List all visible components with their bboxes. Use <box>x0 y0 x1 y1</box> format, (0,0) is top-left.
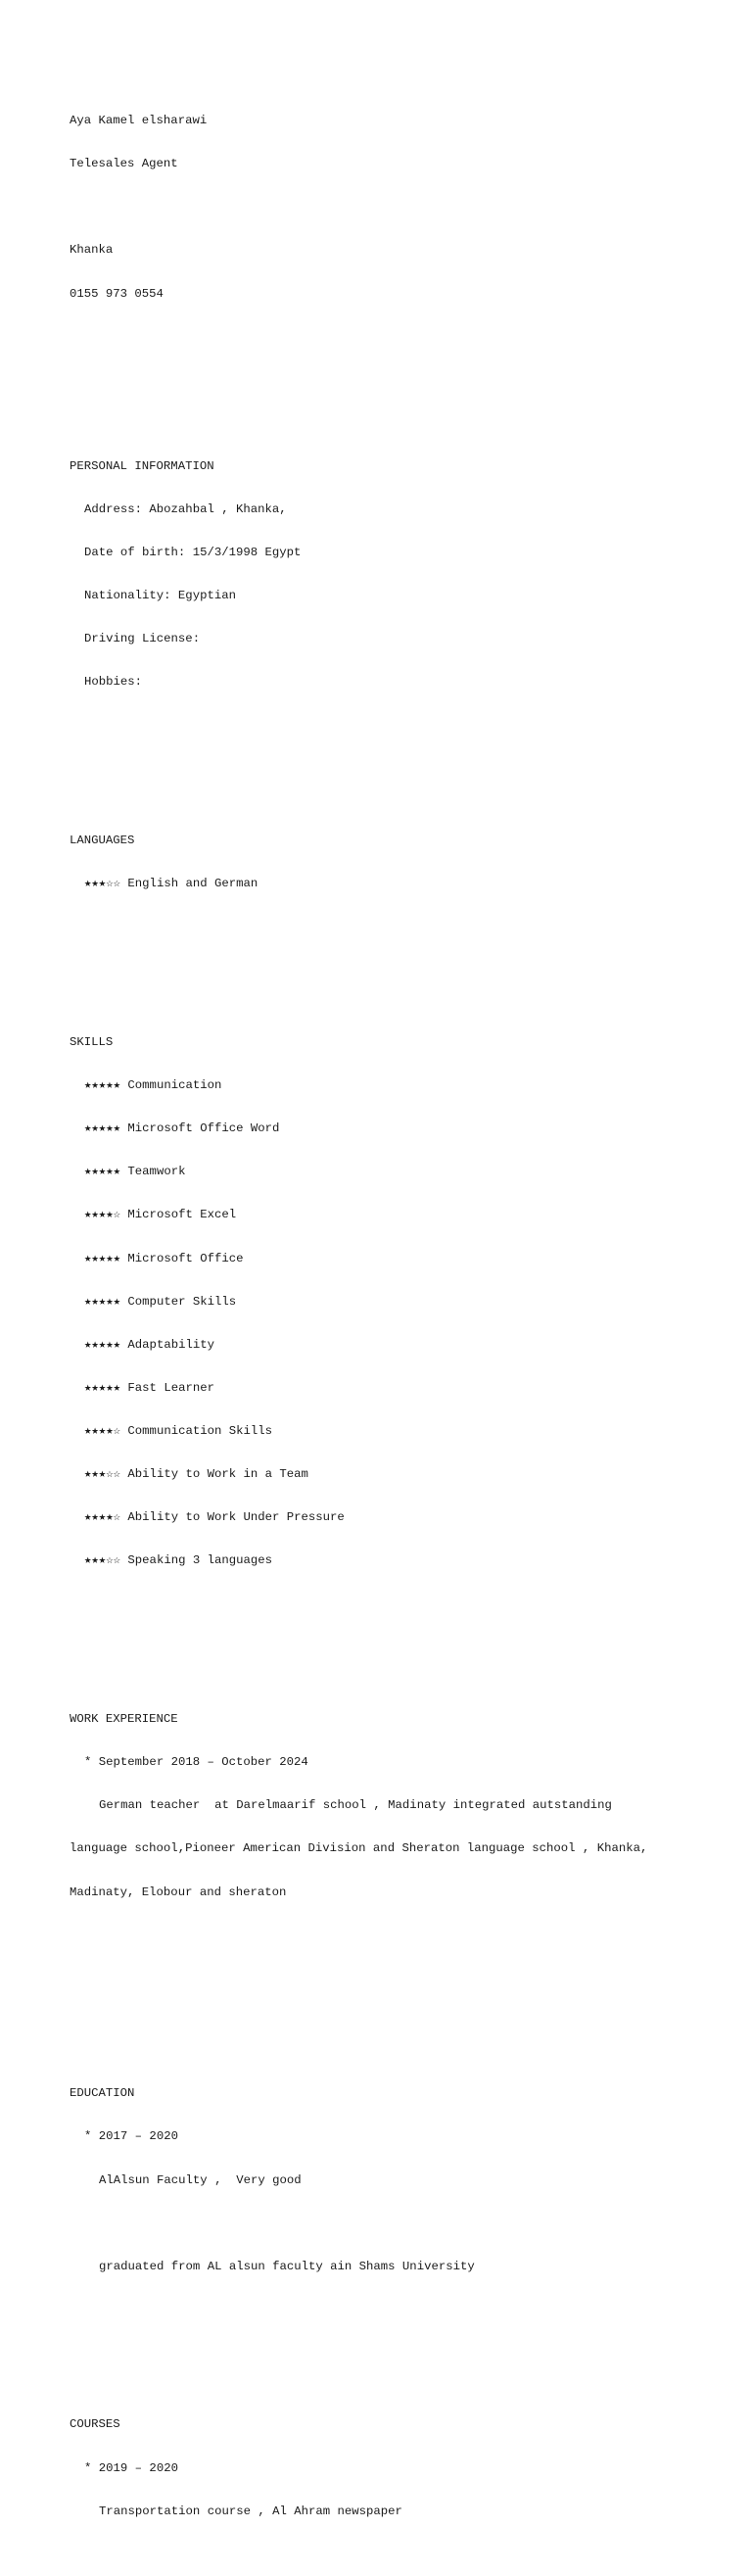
bullet: * <box>84 1755 92 1770</box>
star-rating: ★★★★★ <box>84 1078 121 1093</box>
education-institution: AlAlsun Faculty , Very good <box>99 2172 302 2187</box>
phone-number: 0155 973 0554 <box>70 286 164 301</box>
language-item <box>70 877 735 891</box>
skill-label: Speaking 3 languages <box>127 1553 273 1568</box>
education-period <box>70 2129 735 2144</box>
period-text: 2017 – 2020 <box>98 2129 178 2144</box>
courses-section <box>70 2389 735 2548</box>
skill-item <box>70 1078 735 1093</box>
skill-item <box>70 1165 735 1179</box>
skill-label: Fast Learner <box>127 1380 214 1395</box>
skill-label: Ability to Work Under Pressure <box>127 1510 345 1525</box>
star-rating: ★★★☆☆ <box>84 1553 121 1568</box>
period-text: September 2018 – October 2024 <box>98 1755 308 1770</box>
spacer <box>70 200 735 215</box>
work-description-continued: Madinaty, Elobour and sheraton <box>70 1884 287 1899</box>
section-heading: SKILLS <box>70 1035 114 1050</box>
skill-label: Teamwork <box>127 1165 186 1179</box>
job-title: Telesales Agent <box>70 157 178 171</box>
education-note: graduated from AL alsun faculty ain Shams University <box>99 2259 475 2273</box>
star-rating: ★★★☆☆ <box>84 877 121 891</box>
star-rating: ★★★★★ <box>84 1337 121 1352</box>
skills-section <box>70 1007 735 1598</box>
star-rating: ★★★★★ <box>84 1380 121 1395</box>
work-experience-section <box>70 1684 735 1929</box>
course-description: Transportation course , Al Ahram newspaper <box>99 2504 402 2518</box>
skill-item <box>70 1424 735 1439</box>
star-rating: ★★★☆☆ <box>84 1467 121 1482</box>
bullet: * <box>84 2460 92 2475</box>
spacer <box>70 747 735 762</box>
education-section <box>70 2058 735 2303</box>
star-rating: ★★★★★ <box>84 1251 121 1265</box>
skill-item <box>70 1338 735 1353</box>
star-rating: ★★★★☆ <box>84 1510 121 1525</box>
skill-label: Ability to Work in a Team <box>127 1467 308 1482</box>
skill-label: Computer Skills <box>127 1294 237 1309</box>
personal-information-section <box>70 431 735 719</box>
section-heading: COURSES <box>70 2417 120 2432</box>
star-rating: ★★★★☆ <box>84 1208 121 1222</box>
period-text: 2019 – 2020 <box>98 2460 178 2475</box>
spacer <box>70 2217 735 2231</box>
spacer <box>70 1957 735 1972</box>
resume-document <box>70 71 735 2576</box>
skill-item <box>70 1121 735 1136</box>
skill-item <box>70 1295 735 1310</box>
address: Address: Abozahbal , Khanka, <box>84 502 287 517</box>
spacer <box>70 2331 735 2346</box>
skill-item <box>70 1467 735 1482</box>
skill-item <box>70 1252 735 1266</box>
section-heading: WORK EXPERIENCE <box>70 1712 178 1727</box>
city: Khanka <box>70 243 114 258</box>
spacer <box>70 2000 735 2015</box>
languages-section <box>70 805 735 921</box>
spacer <box>70 949 735 964</box>
language-label: English and German <box>127 877 258 891</box>
skill-label: Microsoft Office <box>127 1251 244 1265</box>
section-heading: LANGUAGES <box>70 834 135 848</box>
skill-label: Microsoft Office Word <box>127 1121 280 1136</box>
skill-item <box>70 1553 735 1568</box>
work-description: German teacher at Darelmaarif school , Madinaty integrated autstanding <box>99 1798 612 1813</box>
star-rating: ★★★★☆ <box>84 1424 121 1439</box>
spacer <box>70 373 735 388</box>
star-rating: ★★★★★ <box>84 1165 121 1179</box>
bullet: * <box>84 2129 92 2144</box>
candidate-name: Aya Kamel elsharawi <box>70 114 208 128</box>
spacer <box>70 330 735 345</box>
section-heading: EDUCATION <box>70 2086 135 2101</box>
skill-item <box>70 1381 735 1396</box>
spacer <box>70 1626 735 1641</box>
skill-label: Communication <box>127 1078 222 1093</box>
date-of-birth: Date of birth: 15/3/1998 Egypt <box>84 546 302 560</box>
hobbies: Hobbies: <box>84 675 143 690</box>
skill-item <box>70 1208 735 1222</box>
nationality: Nationality: Egyptian <box>84 589 236 603</box>
star-rating: ★★★★★ <box>84 1121 121 1136</box>
star-rating: ★★★★★ <box>84 1294 121 1309</box>
skill-label: Microsoft Excel <box>127 1208 237 1222</box>
skill-item <box>70 1510 735 1525</box>
work-period <box>70 1755 735 1770</box>
section-heading: PERSONAL INFORMATION <box>70 458 214 473</box>
skill-label: Adaptability <box>127 1337 214 1352</box>
skill-label: Communication Skills <box>127 1424 273 1439</box>
work-description-continued: language school,Pioneer American Division and Sheraton language school , Khanka, <box>70 1841 648 1856</box>
driving-license: Driving License: <box>84 632 201 646</box>
course-period <box>70 2461 735 2476</box>
